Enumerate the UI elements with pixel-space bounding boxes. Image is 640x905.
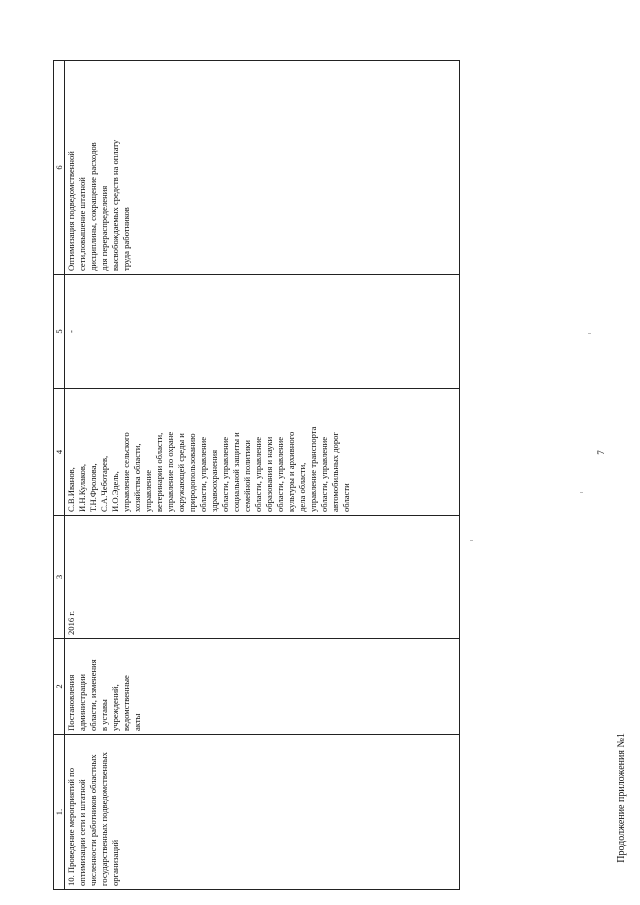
text-line: природопользованию (187, 433, 197, 512)
text-line: 10. Проведение мероприятий по (66, 767, 76, 886)
text-line: семейной политики (242, 439, 252, 512)
text-line: автомобильных дорог (330, 432, 340, 512)
text-line: оптимизации сети и штатной (77, 779, 87, 886)
text-line: учреждений, (110, 684, 120, 731)
text-line: труда работников (121, 207, 131, 271)
text-line: дисциплины, сокращение расходов (88, 142, 98, 271)
text-line: И.О.Эдель, (110, 471, 120, 512)
text-line: администрации (77, 673, 87, 731)
text-line: И.Н.Кулаков, (77, 463, 87, 512)
text-line: области, управление (198, 436, 208, 512)
text-line: области, управление (319, 436, 329, 512)
table-header-row (54, 61, 65, 890)
text-line: управление (143, 469, 153, 512)
cell-funding (65, 275, 460, 389)
header-col-2: 2 (54, 639, 65, 735)
text-line: области, управление (275, 436, 285, 512)
text-line: Т.Н.Фролова, (88, 463, 98, 512)
header-col-1: 1. (54, 735, 65, 890)
text-line: управление транспорта (308, 426, 318, 512)
text-line: акты (132, 713, 142, 731)
text-line: высвобождаемых средств на оплату (110, 139, 120, 271)
cell-deadline (65, 516, 460, 639)
text-line: для перераспределения (99, 185, 109, 271)
measures-table (53, 60, 460, 890)
text-line: области, изменения (88, 659, 98, 731)
text-line: образования и науки (264, 436, 274, 512)
text-line: управление сельского (121, 432, 131, 512)
text-line: С.В.Иванов, (66, 467, 76, 512)
text-line: дела области, (297, 462, 307, 512)
text-line: в уставы (99, 699, 109, 731)
text-line: области, управление (220, 436, 230, 512)
text-line: 2016 г. (66, 610, 76, 635)
cell-result (65, 61, 460, 275)
text-line: области (341, 483, 351, 512)
scan-speck (580, 492, 583, 493)
text-line: сети,повышение штатной (77, 177, 87, 271)
dash-mark: - (66, 330, 76, 333)
text-line: хозяйства области, (132, 443, 142, 512)
header-col-4: 4 (54, 389, 65, 516)
header-col-3: 3 (54, 516, 65, 639)
text-line: культуры и архивного (286, 431, 296, 512)
text-line: Оптимизация подведомственной (66, 151, 76, 271)
table-row (65, 61, 460, 890)
text-line: здравоохранения (209, 449, 219, 512)
cell-measure (65, 735, 460, 890)
appendix-caption: Продолжение приложения №1 (616, 733, 627, 863)
text-line: организаций (110, 839, 120, 886)
text-line: окружающей среды и (176, 433, 186, 512)
text-line: ветеринарии области, (154, 432, 164, 512)
text-line: управление по охране (165, 431, 175, 512)
text-line: численности работников областных (88, 754, 98, 886)
header-col-6: 6 (54, 61, 65, 275)
text-line: области, управление (253, 436, 263, 512)
cell-responsible (65, 389, 460, 516)
text-line: ведомственные (121, 675, 131, 731)
scan-speck (470, 540, 473, 541)
page-number: 7 (596, 450, 606, 455)
cell-document-type (65, 639, 460, 735)
header-col-5: 5 (54, 275, 65, 389)
text-line: С.А.Чеботарев, (99, 455, 109, 512)
text-line: Постановления (66, 674, 76, 731)
text-line: социальной защиты и (231, 432, 241, 512)
text-line: государственных подведомственных (99, 752, 109, 886)
scan-speck (588, 333, 591, 334)
